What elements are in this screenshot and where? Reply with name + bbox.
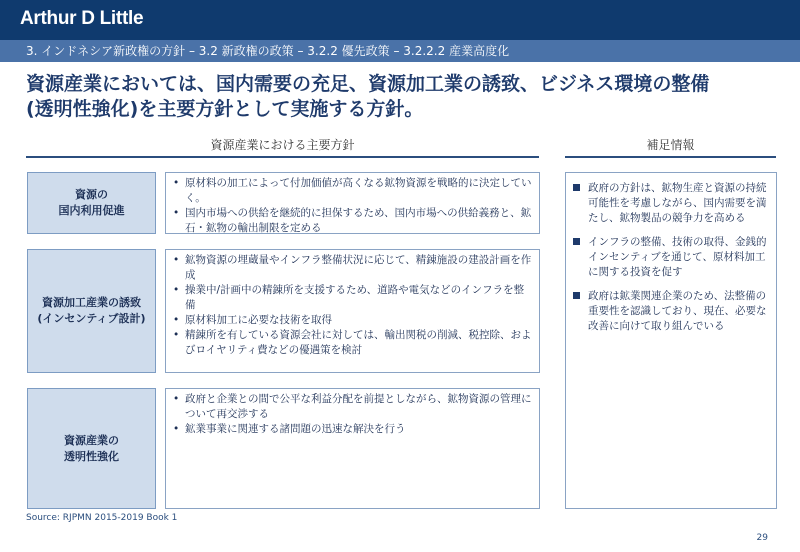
policy-label-line: 国内利用促進 — [58, 204, 125, 217]
page-title — [26, 72, 786, 122]
bullet-list — [172, 392, 533, 437]
page-title-line-1: 資源産業においては、国内需要の充足、資源加工業の誘致、ビジネス環境の整備 — [26, 73, 710, 95]
bullet-list — [172, 176, 533, 236]
bullet-icon: • — [173, 254, 180, 266]
bullet-icon: • — [173, 207, 180, 219]
main-column-header: 資源産業における主要方針 — [26, 134, 539, 158]
policy-content-transparency — [165, 388, 540, 509]
supplementary-info-box — [565, 172, 777, 509]
bullet-icon: • — [173, 314, 180, 326]
policy-label-line: (インセンティブ設計) — [37, 312, 146, 325]
bullet-icon: • — [173, 423, 180, 435]
list-item: • 政府と企業との間で公平な利益分配を前提としながら、鉱物資源の管理について再交渉する — [173, 393, 532, 420]
policy-label-domestic-use — [27, 172, 156, 234]
list-item: • 精錬所を有している資源会社に対しては、輸出関税の削減、税控除、およびロイヤリティ費などの優遇策を検討 — [173, 329, 532, 356]
side-column-header: 補足情報 — [565, 134, 776, 158]
source-note: Source: RJPMN 2015-2019 Book 1 — [26, 513, 178, 523]
bullet-list — [172, 253, 533, 358]
top-bar — [0, 0, 800, 40]
list-item: • 原材料加工に必要な技術を取得 — [173, 314, 332, 326]
square-bullet-icon — [573, 184, 580, 191]
bullet-icon: • — [173, 177, 180, 189]
page-number: 29 — [756, 533, 768, 543]
list-item: • 国内市場への供給を継続的に担保するため、国内市場への供給義務と、鉱石・鉱物の輸出制限を定める — [173, 207, 532, 234]
policy-label-transparency — [27, 388, 156, 509]
list-item: 政府は鉱業関連企業のため、法整備の重要性を認識しており、現在、必要な改善に向けて取り組んでいる — [572, 289, 770, 334]
policy-content-domestic-use — [165, 172, 540, 234]
brand-logo: Arthur D Little — [20, 8, 144, 29]
policy-label-line: 資源の — [75, 188, 108, 201]
list-item: • 操業中/計画中の精錬所を支援するため、道路や電気などのインフラを整備 — [173, 284, 525, 311]
bullet-icon: • — [173, 393, 180, 405]
page-title-line-2: (透明性強化)を主要方針として実施する方針。 — [26, 98, 424, 120]
list-item: • 原材料の加工によって付加価値が高くなる鉱物資源を戦略的に決定していく。 — [173, 177, 532, 204]
breadcrumb: 3. インドネシア新政権の方針 – 3.2 新政権の政策 – 3.2.2 優先政策 – 3.2.2.2 産業高度化 — [0, 40, 800, 62]
policy-label-line: 資源加工産業の誘致 — [42, 296, 141, 309]
policy-content-processing-industry — [165, 249, 540, 373]
list-item: 政府の方針は、鉱物生産と資源の持続可能性を考慮しながら、国内需要を満たし、鉱物製品の競争力を高める — [572, 181, 770, 226]
square-bullet-icon — [573, 238, 580, 245]
policy-label-line: 透明性強化 — [64, 449, 119, 463]
list-item: • 鉱業事業に関連する諸問題の迅速な解決を行う — [173, 423, 406, 435]
bullet-icon: • — [173, 329, 180, 341]
bullet-icon: • — [173, 284, 180, 296]
policy-label-line: 資源産業の — [64, 433, 119, 447]
list-item: インフラの整備、技術の取得、金銭的インセンティブを通じて、原材料加工に関する投資を促す — [572, 235, 770, 280]
side-note-list — [572, 181, 770, 334]
list-item: • 鉱物資源の埋蔵量やインフラ整備状況に応じて、精錬施設の建設計画を作成 — [173, 254, 532, 281]
policy-label-processing-industry — [27, 249, 156, 373]
square-bullet-icon — [573, 292, 580, 299]
